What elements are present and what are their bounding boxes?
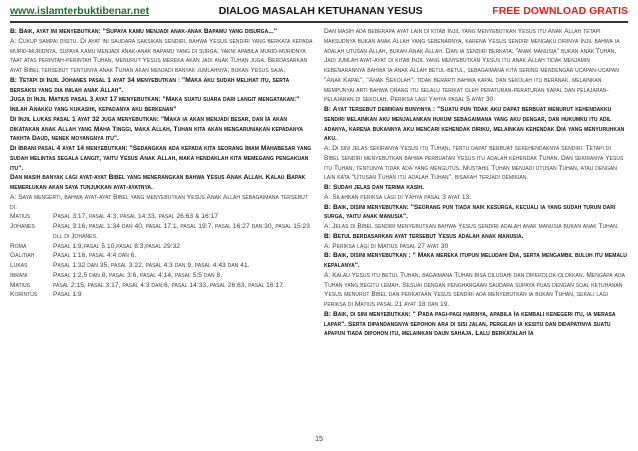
free-download-label: FREE DOWNLOAD GRATIS — [492, 5, 628, 17]
right-column — [324, 27, 628, 339]
site-link[interactable]: www.islamterbuktibenar.net — [10, 5, 150, 17]
dialog-b-line: Juga di Injil Matius pasal 3 ayat 17 menyebutkan: "Maka suatu suara dari langit mengatakan:" Inilah Anakku yang kukasihi, kepadanya aku berkenan" — [10, 96, 300, 113]
verse-list: Pasal 3:17, pasal 4:3, pasal 14:33, pasal 26:63 & 16:17 — [53, 213, 219, 221]
book-name: Matius — [10, 281, 31, 289]
verse-reference-row — [10, 290, 314, 300]
book-name: Korintus — [10, 291, 38, 299]
page-header — [10, 5, 628, 20]
dialog-b-line: Dan masih banyak lagi ayat-ayat Bibel yang menerangkan bahwa Yesus Anak Allah. Kalau Bapak memerlukan akan saya tunjukkan ayat-ayatnya. — [10, 174, 306, 191]
dialog-a-line: A: Kalau Yesus itu betul Tuhan, bagaimana Tuhan bisa diludahi dan diperolok-olokkan. Mengapa ada Tuhan yang begitu lemah. Sesuai dengan penghargaan saudara supaya puas dengan soal ketuhanan Yesus menurut Bibel dan perkataan Yesus sendiri ada menyebutkan ia bukan Tuhan, sekali lagi periksa di Matius pasal 21 ayat 18 dan 19. — [324, 271, 625, 308]
verse-list: Pasal 1:2,5 dan 8, pasal 3:6, pasal 4:14, pasal 5:5 dan 8. — [53, 271, 223, 279]
verse-list: Pasal 1:32 dan 35, pasal 3:22, pasal 4:3 dan 9, pasal 4:43 dan 41. — [53, 262, 250, 269]
dialog-b-line: B: Baik, ayat ini menyebutkan: "Supaya kamu menjadi anak-anak Bapamu yang disurga..." — [10, 28, 278, 35]
book-name: Galitiah — [10, 252, 35, 260]
header-divider — [10, 21, 628, 23]
dialog-b-line: B: Baik, di sini menyebutkan: " Pada pagi-pagi harinya, apabila Ia kembali kenegeri itu, ia merasa lapar". Serta dipandangnya sepohon ara di sisi jalan, pergilah ia kesitu dan didapatinya suatu apapun tiada dipohon itu, melainkan daun sahaja. Lalu berkatalah Ia — [324, 310, 616, 338]
verse-reference-row — [10, 281, 314, 291]
two-column-body — [10, 27, 628, 339]
left-column — [10, 27, 314, 339]
dialog-a-line: A: Cukup sampai disitu. Di ayat ini saudara saksikan sendiri, bahwa Yesus sendiri yang berkata kepada murid-muridnya, supaya kamu menjadi anak-anak bapamu yang di surga; yakni apabila murid-muridnya taat atas perintah-perintah Tuhan, menurut Yesus mereka akan jadi anak Tuhan juga. Berdasarkan ayat Bibel tersebut tentunya anak Tuhan akan menjadi banyak jumlahnya, bukan Yesus saja. — [10, 37, 313, 74]
book-name: Ibrani — [10, 271, 28, 279]
verse-reference-row — [10, 251, 314, 261]
verse-reference-row — [10, 271, 314, 281]
verse-reference-row — [10, 242, 314, 252]
verse-reference-row — [10, 212, 314, 222]
verse-list: Pasal 1:9,pasal 5:10,pasal 8:3,pasal 29:32 — [53, 242, 181, 250]
dialog-a-line: A: Saya mengerti, bahwa ayat-ayat Bibel yang menyebutkan Yesus Anak Allah sebagaimana tersebut di: — [10, 193, 308, 211]
dialog-b-line: B: Baik, disini menyebutkan : " Maka mereka itupun meludahi Dia, serta mengambil buluh itu memalu kepalanya". — [324, 252, 627, 269]
verse-reference-list — [10, 212, 314, 300]
dialog-a-line: A: Jelas di Bibel sendiri menyebutkan bahwa Yesus sendiri adalah anak manusia bukan anak Tuhan. — [324, 223, 619, 230]
verse-list: Pasal 3:16, pasal 1:34 dan 40, pasal 17:1, pasal 19:7, pasal 16:27 dan:30, pasal 15:23 dll di Johanes. — [53, 223, 310, 240]
book-name: Matius — [10, 213, 31, 221]
page-number: 15 — [315, 436, 323, 443]
book-name: Lukas — [10, 262, 28, 269]
verse-list: pasal 2:15, pasal 3:17, pasal 4:3 dan:6, pasal 14:33, pasal 26:63, pasal 16:17. — [53, 281, 285, 289]
dialog-b-line: B: Ayat tersebut demikian bunyinya : "Suatu pun tidak aku dapat berbuat menurut kehendakku sendiri melainkan aku menjalankan hukum sebagaimana yang aku dengar, dan hukumku itu adil adanya, karena bukannya aku mencari kehendak diriku, melainkan kehendak Dia yang menyuruhkan aku. — [324, 106, 625, 143]
dialog-a-line: A: Periksa lagi di Matius pasal 27 ayat 30 — [324, 242, 449, 250]
dialog-b-line: B: Tetapi di Injil Johanes pasal 1 ayat 34 menyebutkan : "Maka aku sudah melihat itu, serta bersaksi yang dia inilah anak Allah". — [10, 76, 290, 94]
dialog-b-line: B: Sudah jelas dan terima kasih. — [324, 184, 425, 191]
dialog-b-line: Di Ibrani pasal 4 ayat 14 menyebutkan: "Sedangkan ada kepada kita seorang Imam Mahabesar yang sudah melintas segala langit, yaitu Yesus Anak Allah, maka hendaklah kita memegang pengakuan itu". — [10, 145, 312, 172]
book-name: Johanes — [10, 223, 35, 230]
document-title: DIALOG MASALAH KETUHANAN YESUS — [218, 5, 423, 17]
dialog-a-line: A: Silahkan periksa lagi di Yahya pasal 3 ayat 13. — [324, 193, 472, 201]
dialog-b-line: B: Baik, disini menyebutkan: "Seorang pun tiada naik kesurga, kecuali ia yang sudah turun dari surga, yaitu anak manusia". — [324, 203, 616, 221]
verse-list: Pasal 1:16, pasal 4:4 dan 6. — [53, 252, 137, 260]
dialog-a-line: Dan masih ada beberapa ayat lain di kitab Injil yang menyebutkan Yesus itu Anak Allah tetapi maksudnya bukan anak Allah yang sebenarnya, karena Yesus sendiri mengaku dirinya Injil bahwa ia adalah utusan Allah, bukan Anak Allah. Dan ia sendiri berkata: "anak manusia" bukan anak Tuhan, Jadi jumlah ayat-ayat di kitab Injil yang menyebutkan Yesus itu anak Allah tidak menjamin kebenarannya bahwa ia anak Allah betul-betul, sebagaimana kita sering mendengar ucapan-ucapan "Anak Kapal", "Anak Sekolah", tidak berarti bahwa kapal dan sekolah itu beranak, melainkan mempunyai arti bahwa orang itu selalu terikat oleh peraturan-peraturan kapal dan pelajaran-pelajaran di sekolah. Periksa lagi Yahya pasal 5 ayat 30. — [324, 28, 620, 104]
verse-reference-row — [10, 261, 314, 271]
dialog-b-line: Di Injil Lukas pasal 1 ayat 32 juga menyebutkan: "Maka ia akan menjadi besar, dan Ia akan dikatakan anak Allah yang Maha Tinggi, maka Allah, Tuhan kita akan mengaruniakan kepadanya takhta Daud, nenek moyangnya itu". — [10, 115, 304, 143]
dialog-a-line: A: Di sini jelas sekiranya Yesus itu Tuhan, tentu dapat berbuat sekehendaknya sendiri. Tetapi di Bibel sendiri menyebutkan bahwa perbuatan Yesus itu adalah kehendak Tuhan. Dan sekiranya Yesus itu Tuhan, tentunya tidak ada yang mengutus. Mustahil Tuhan menjadi utusan Tuhan, atau dengan lain kata "Utusan Tuhan itu adalah Tuhan", bisakah terjadi demikian. — [324, 145, 624, 182]
verse-list: Pasal 1:9 — [53, 291, 82, 299]
book-name: Roma — [10, 242, 27, 250]
verse-reference-row — [10, 222, 314, 242]
dialog-b-line: B: Betul berdasarkan ayat tersebut Yesus adalah anak manusia. — [324, 232, 524, 240]
